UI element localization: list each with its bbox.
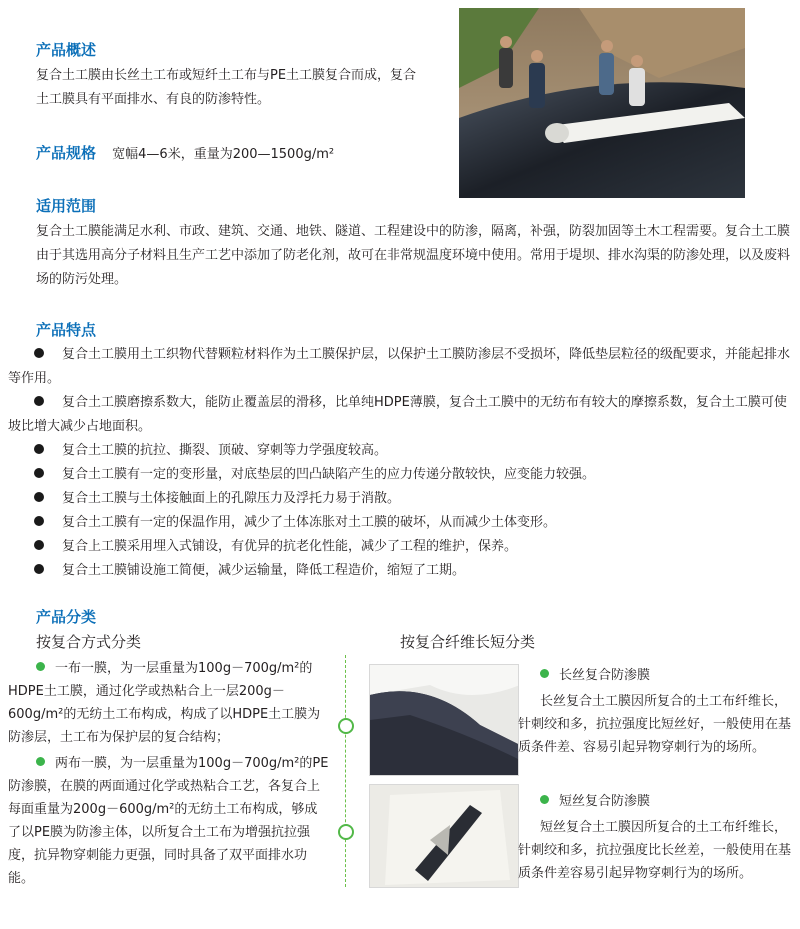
- bullet-icon: [34, 396, 44, 406]
- bullet-icon: [34, 492, 44, 502]
- installation-photo: [459, 8, 745, 198]
- list-item: [8, 343, 793, 391]
- right-item-name: 短丝复合防渗膜: [559, 794, 651, 809]
- short-fiber-sample-image: [369, 784, 519, 888]
- bullet-icon: [34, 348, 44, 358]
- bullet-icon: [34, 444, 44, 454]
- feature-text: 复合土工膜铺设施工简便，减少运输量，降低工程造价，缩短了工期。: [62, 563, 466, 578]
- scope-text: 复合土工膜能满足水利、市政、建筑、交通、地铁、隧道、工程建设中的防渗，隔离，补强，防裂加固等土木工程需要。复合土工膜由于其选用高分子材料且生产工艺中添加了防老化剂，故可在非常规温度环境中使用。常用于堤坝、排水沟渠的防渗处理，以及废料场的防污处理。: [36, 224, 791, 287]
- list-item: [8, 391, 793, 439]
- feature-text: 复合土工膜磨擦系数大，能防止覆盖层的滑移，比单纯HDPE薄膜，复合土工膜中的无纺布有较大的摩擦系数，复合土工膜可使坡比增大减少占地面积。: [8, 395, 787, 434]
- spec-value: 宽幅4—6米，重量为200—1500g/m²: [112, 147, 335, 162]
- right-item-heading: [540, 664, 795, 687]
- green-dot-icon: [540, 669, 549, 678]
- right-item-name: 长丝复合防渗膜: [559, 668, 651, 683]
- bullet-icon: [34, 516, 44, 526]
- list-item: [8, 487, 793, 511]
- right-item-1: [518, 664, 795, 759]
- list-item: [8, 439, 793, 463]
- feature-text: 复合土工膜与土体接触面上的孔隙压力及浮托力易于消散。: [62, 491, 401, 506]
- right-item-text: 长丝复合土工膜因所复合的土工布纤维长，针刺绞和多，抗拉强度比短丝好，一般使用在基质条件差、容易引起异物穿刺行为的场所。: [518, 694, 792, 755]
- feature-text: 复合土工膜的抗拉、撕裂、顶破、穿刺等力学强度较高。: [62, 443, 388, 458]
- list-item: [8, 463, 793, 487]
- left-item-text: 一布一膜，为一层重量为100g－700g/m²的HDPE土工膜，通过化学或热粘合上一层200g－600g/m²的无纺土工布构成，构成了以HDPE土工膜为防渗层，土工布为保护层的复合结构；: [8, 661, 321, 745]
- list-item: [8, 535, 793, 559]
- spec-row: [36, 143, 334, 163]
- divider-line: [345, 655, 346, 887]
- green-dot-icon: [36, 757, 45, 766]
- classification-title: 产品分类: [36, 608, 97, 626]
- scope-title: 适用范围: [36, 197, 97, 215]
- features-title: 产品特点: [36, 321, 97, 339]
- features-list: [8, 343, 793, 583]
- overview-title: 产品概述: [36, 41, 97, 59]
- ring-icon: [338, 824, 354, 840]
- feature-text: 复合上工膜采用埋入式铺设，有优异的抗老化性能，减少了工程的维护，保养。: [62, 539, 518, 554]
- list-item: [8, 559, 793, 583]
- left-item-text: 两布一膜，为一层重量为100g－700g/m²的PE防渗膜，在膜的两面通过化学或热粘合工艺，各复合上每面重量为200g－600g/m²的无纺土工布构成，够成了以PE膜为防渗主体，以所复合土工布为增强抗拉强度，抗异物穿刺能力更强，同时具备了双平面排水功能。: [8, 756, 329, 886]
- right-item-text: 短丝复合土工膜因所复合的土工布纤维长，针刺绞和多，抗拉强度比长丝差，一般使用在基质条件差容易引起异物穿刺行为的场所。: [518, 820, 792, 881]
- long-fiber-sample-image: [369, 664, 519, 776]
- bullet-icon: [34, 468, 44, 478]
- right-subtitle: 按复合纤维长短分类: [400, 633, 536, 651]
- spec-title: 产品规格: [36, 144, 97, 162]
- right-item-2: [518, 790, 795, 885]
- feature-text: 复合土工膜有一定的保温作用，减少了土体冻胀对土工膜的破坏，从而减少土体变形。: [62, 515, 557, 530]
- feature-text: 复合土工膜用土工织物代替颗粒材料作为土工膜保护层，以保护土工膜防渗层不受损坏，降低垫层粒径的级配要求，并能起排水等作用。: [8, 347, 791, 386]
- left-item-1: [8, 657, 330, 749]
- bullet-icon: [34, 564, 44, 574]
- ring-icon: [338, 718, 354, 734]
- feature-text: 复合土工膜有一定的变形量，对底垫层的凹凸缺陷产生的应力传递分散较快，应变能力较强。: [62, 467, 596, 482]
- bullet-icon: [34, 540, 44, 550]
- left-item-2: [8, 752, 330, 890]
- list-item: [8, 511, 793, 535]
- green-dot-icon: [36, 662, 45, 671]
- left-subtitle: 按复合方式分类: [36, 633, 142, 651]
- green-dot-icon: [540, 795, 549, 804]
- overview-text: 复合土工膜由长丝土工布或短纤土工布与PE土工膜复合而成，复合土工膜具有平面排水、有良的防渗特性。: [36, 68, 417, 107]
- right-item-heading: [540, 790, 795, 813]
